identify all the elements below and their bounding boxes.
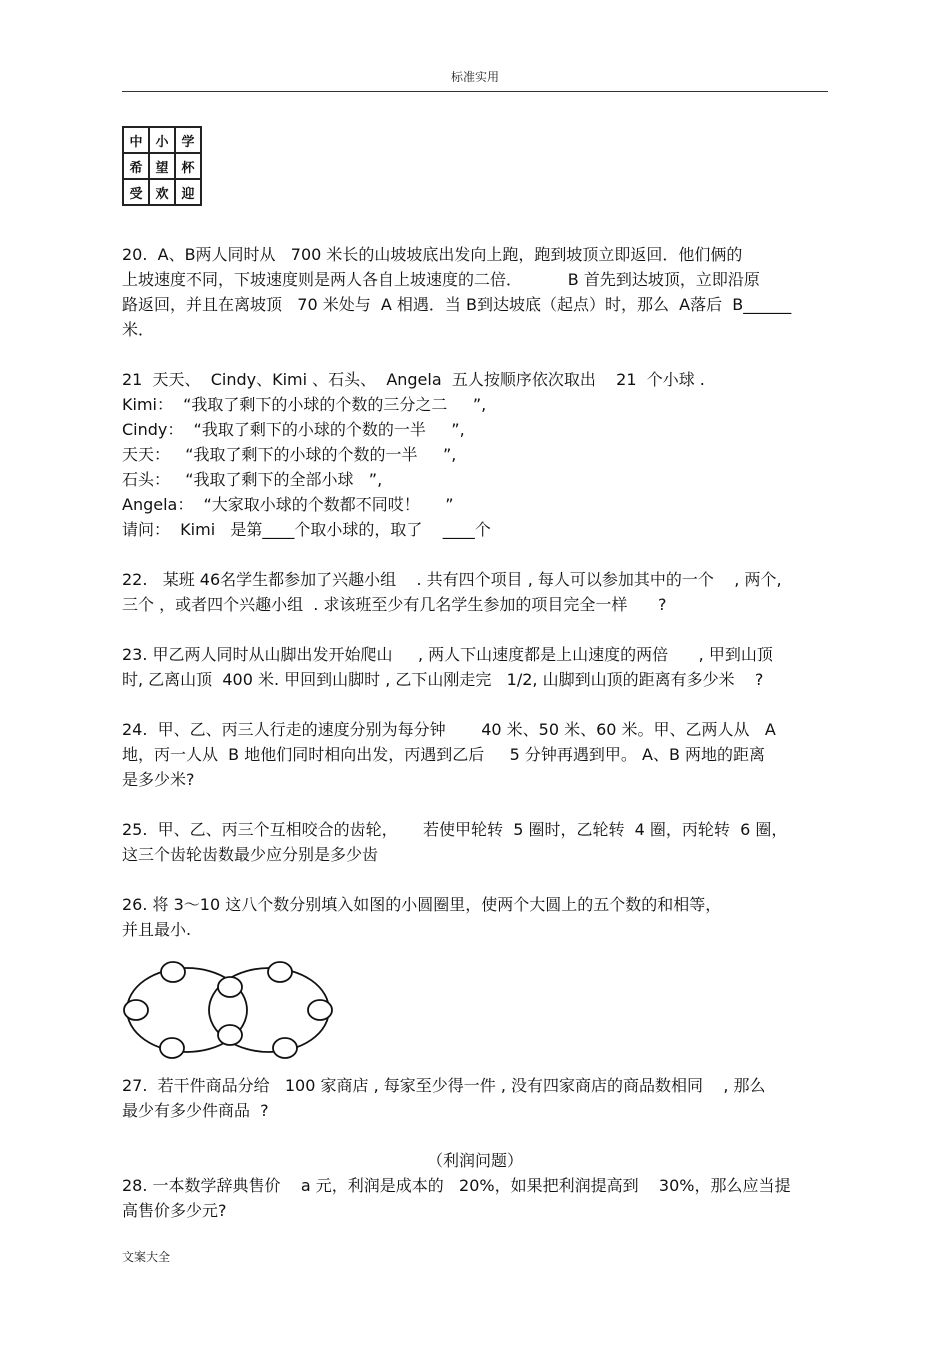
small-circle xyxy=(308,1000,332,1020)
small-circle xyxy=(273,1038,297,1058)
question-line: Kimi： “我取了剩下的小球的个数的三分之二 ”, xyxy=(122,395,487,414)
grid-cell: 望 xyxy=(149,153,175,179)
circles-diagram xyxy=(118,958,338,1066)
grid-cell: 希 xyxy=(123,153,149,179)
small-circle xyxy=(160,1038,184,1058)
question-line: 28. 一本数学辞典售价 a 元，利润是成本的 20%，如果把利润提高到 30%，那么应当提 xyxy=(122,1176,791,1195)
question-line: 22. 某班 46名学生都参加了兴趣小组 . 共有四个项目 , 每人可以参加其中的一个 , 两个, xyxy=(122,570,782,589)
grid-cell: 小 xyxy=(149,127,175,153)
small-circle xyxy=(218,977,242,997)
question-20 xyxy=(122,242,842,342)
section-title: （利润问题） xyxy=(426,1151,523,1170)
question-23 xyxy=(122,642,842,692)
question-line: 上坡速度不同，下坡速度则是两人各自上坡速度的二倍． B 首先到达坡顶，立即沿原 xyxy=(122,270,760,289)
character-grid xyxy=(122,126,202,206)
small-circle xyxy=(218,1025,242,1045)
small-circle xyxy=(124,1000,148,1020)
question-line: 最少有多少件商品 ? xyxy=(122,1101,269,1120)
question-27 xyxy=(122,1073,842,1123)
question-26 xyxy=(122,892,842,942)
question-line: 23. 甲乙两人同时从山脚出发开始爬山 , 两人下山速度都是上山速度的两倍 , 甲到山顶 xyxy=(122,645,773,664)
page-header-title: 标准实用 xyxy=(450,70,499,84)
question-22 xyxy=(122,567,842,617)
question-line: 石头： “我取了剩下的全部小球 ”, xyxy=(122,470,383,489)
grid-cell: 中 xyxy=(123,127,149,153)
question-line: 三个 ，或者四个兴趣小组 . 求该班至少有几名学生参加的项目完全一样 ? xyxy=(122,595,667,614)
small-circle xyxy=(161,962,185,982)
question-line: 是多少米? xyxy=(122,770,195,789)
question-line: 26. 将 3～10 这八个数分别填入如图的小圆圈里，使两个大圆上的五个数的和相等， xyxy=(122,895,722,914)
question-line: 路返回，并且在离坡顶 70 米处与 A 相遇．当 B到达坡底（起点）时，那么 A落后 B______ xyxy=(122,295,792,314)
grid-cell: 受 xyxy=(123,179,149,205)
question-line: 时, 乙离山顶 400 米. 甲回到山脚时 , 乙下山刚走完 1/2, 山脚到山顶的距离有多少米 ? xyxy=(122,670,764,689)
grid-cell: 迎 xyxy=(175,179,201,205)
question-28 xyxy=(122,1173,842,1223)
question-line: 25. 甲、乙、丙三个互相咬合的齿轮， 若使甲轮转 5 圈时，乙轮转 4 圈，丙轮转 6 圈， xyxy=(122,820,788,839)
question-line: 并且最小. xyxy=(122,920,192,939)
question-line: 地，丙一人从 B 地他们同时相向出发，丙遇到乙后 5 分钟再遇到甲。 A、B 两地的距离 xyxy=(122,745,766,764)
question-line: 米． xyxy=(122,320,155,339)
question-21 xyxy=(122,367,842,542)
question-24 xyxy=(122,717,842,792)
question-list xyxy=(122,242,842,1223)
grid-cell: 杯 xyxy=(175,153,201,179)
question-line: 20. A、B两人同时从 700 米长的山坡坡底出发向上跑，跑到坡顶立即返回．他们俩的 xyxy=(122,245,743,264)
page-footer: 文案大全 xyxy=(122,1250,171,1264)
question-line: 这三个齿轮齿数最少应分别是多少齿 xyxy=(122,845,379,864)
small-circle xyxy=(268,962,292,982)
question-line: Angela： “大家取小球的个数都不同哎！ ” xyxy=(122,495,454,514)
question-line: 27. 若干件商品分给 100 家商店 , 每家至少得一件 , 没有四家商店的商品数相同 , 那么 xyxy=(122,1076,766,1095)
grid-cell: 学 xyxy=(175,127,201,153)
header-divider xyxy=(122,91,828,92)
question-line: 请问： Kimi 是第____个取小球的，取了 ____个 xyxy=(122,520,491,539)
question-line: 天天： “我取了剩下的小球的个数的一半 ”, xyxy=(122,445,457,464)
question-line: 24. 甲、乙、丙三人行走的速度分别为每分钟 40 米、50 米、60 米。甲、乙两人从 A xyxy=(122,720,776,739)
question-line: Cindy： “我取了剩下的小球的个数的一半 ”, xyxy=(122,420,465,439)
question-line: 21 天天、 Cindy、Kimi 、石头、 Angela 五人按顺序依次取出 21 个小球 . xyxy=(122,370,705,389)
grid-cell: 欢 xyxy=(149,179,175,205)
question-line: 高售价多少元? xyxy=(122,1201,227,1220)
question-25 xyxy=(122,817,842,867)
